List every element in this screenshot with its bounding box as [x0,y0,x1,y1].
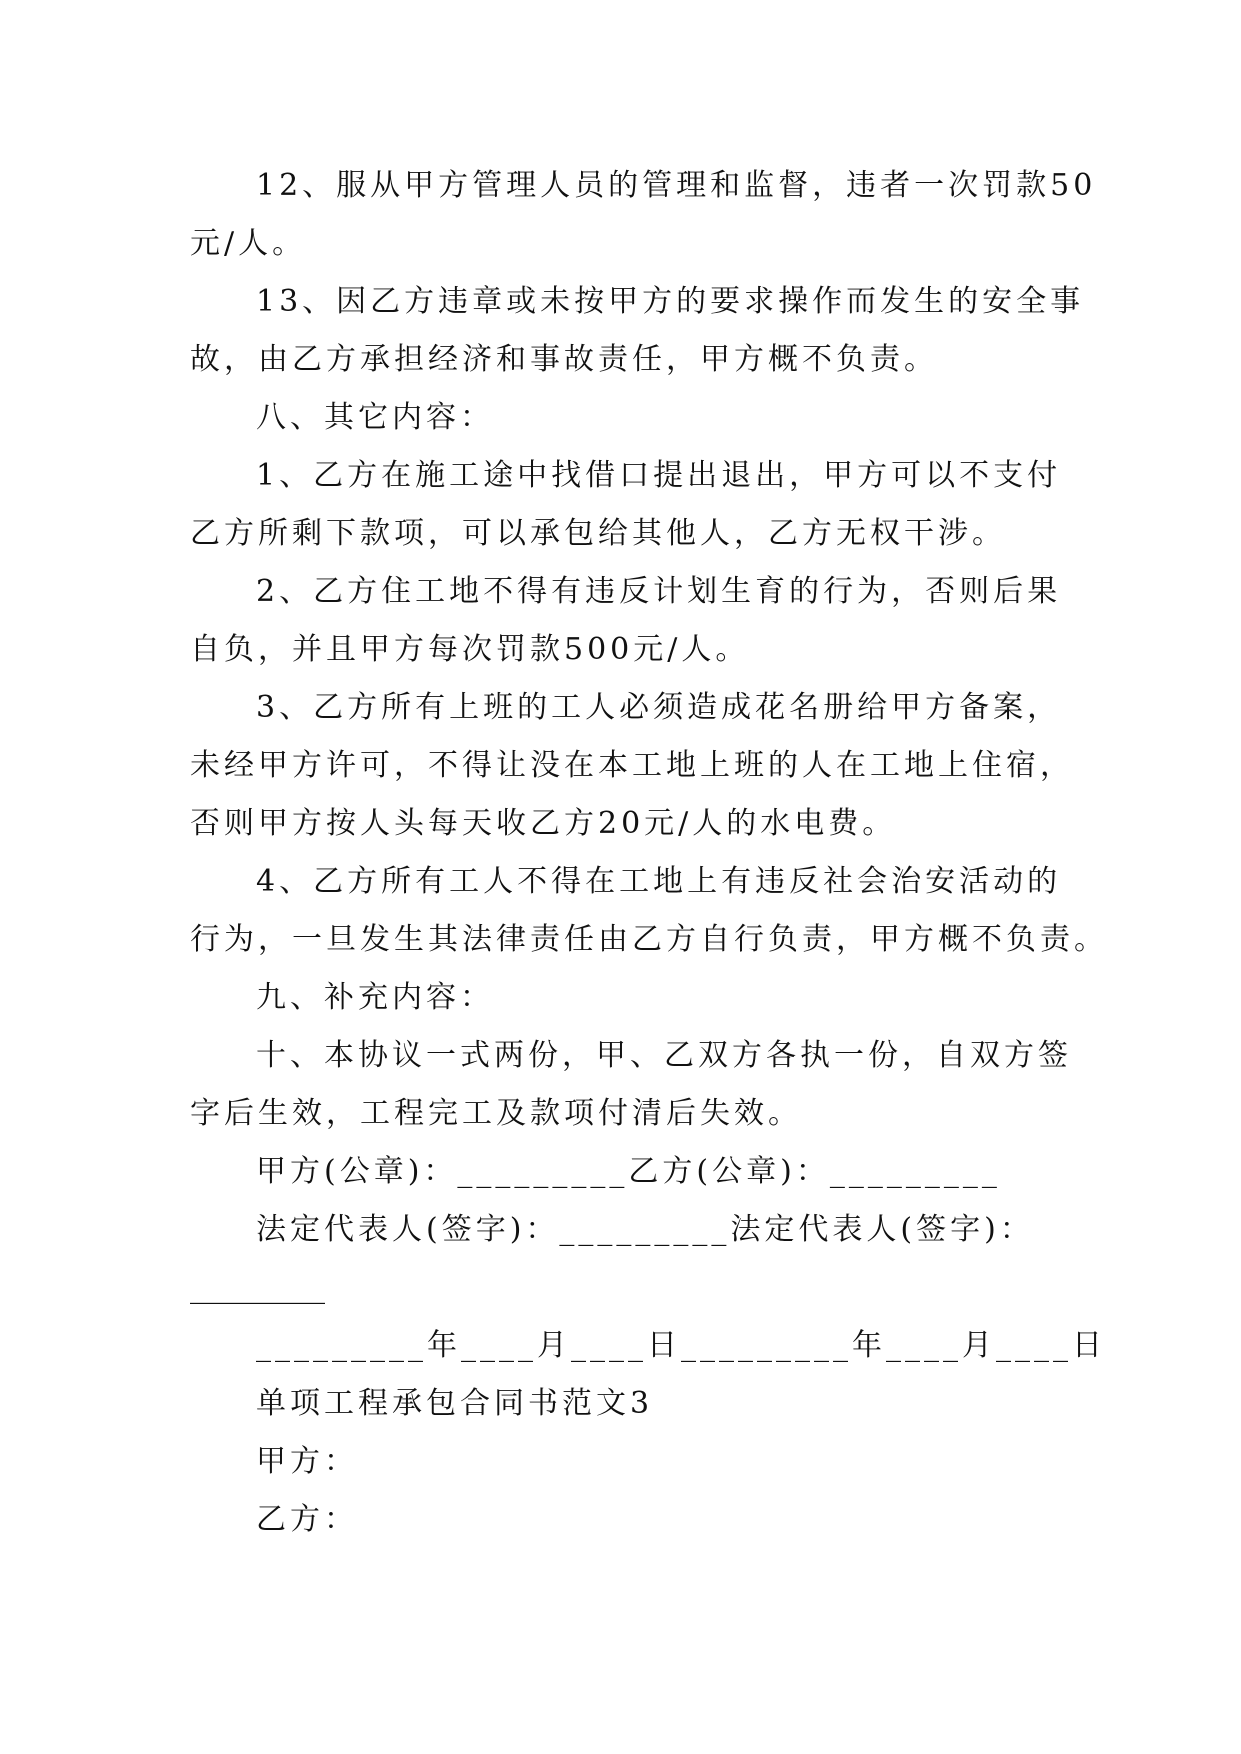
party-a-label: 甲方： [256,1444,358,1479]
section-8-item-4-line-1: 4、乙方所有工人不得在工地上有违反社会治安活动的 [256,864,1062,899]
section-8-item-3-line-3: 否则甲方按人头每天收乙方20元/人的水电费。 [190,806,897,841]
clause-12-line-1: 12、服从甲方管理人员的管理和监督，违者一次罚款50 [256,168,1097,203]
clause-13-line-1: 13、因乙方违章或未按甲方的要求操作而发生的安全事 [256,284,1085,319]
section-8-item-2-line-1: 2、乙方住工地不得有违反计划生育的行为，否则后果 [256,574,1062,609]
section-8-item-1-line-1: 1、乙方在施工途中找借口提出退出，甲方可以不支付 [256,458,1062,493]
section-9-heading: 九、补充内容： [256,980,494,1015]
section-10-line-2: 字后生效，工程完工及款项付清后失效。 [190,1096,802,1131]
clause-13-line-2: 故，由乙方承担经济和事故责任，甲方概不负责。 [190,342,938,377]
section-8-item-3-line-1: 3、乙方所有上班的工人必须造成花名册给甲方备案， [256,690,1062,725]
legal-representative-blank: _________ [190,1270,325,1305]
section-8-item-4-line-2: 行为，一旦发生其法律责任由乙方自行负责，甲方概不负责。 [190,922,1108,957]
clause-12-line-2: 元/人。 [190,226,307,261]
next-document-title: 单项工程承包合同书范文3 [256,1386,654,1421]
section-8-item-3-line-2: 未经甲方许可，不得让没在本工地上班的人在工地上住宿， [190,748,1074,783]
seal-signature-line: 甲方(公章)：_________乙方(公章)：_________ [256,1154,1001,1189]
section-8-heading: 八、其它内容： [256,400,494,435]
section-10-line-1: 十、本协议一式两份，甲、乙双方各执一份，自双方签 [256,1038,1072,1073]
section-8-item-2-line-2: 自负，并且甲方每次罚款500元/人。 [190,632,750,667]
section-8-item-1-line-2: 乙方所剩下款项，可以承包给其他人，乙方无权干涉。 [190,516,1006,551]
date-line: _________年____月____日_________年____月____日 [256,1328,1106,1363]
legal-representative-line: 法定代表人(签字)：_________法定代表人(签字)： [256,1212,1034,1247]
party-b-label: 乙方： [256,1502,358,1537]
